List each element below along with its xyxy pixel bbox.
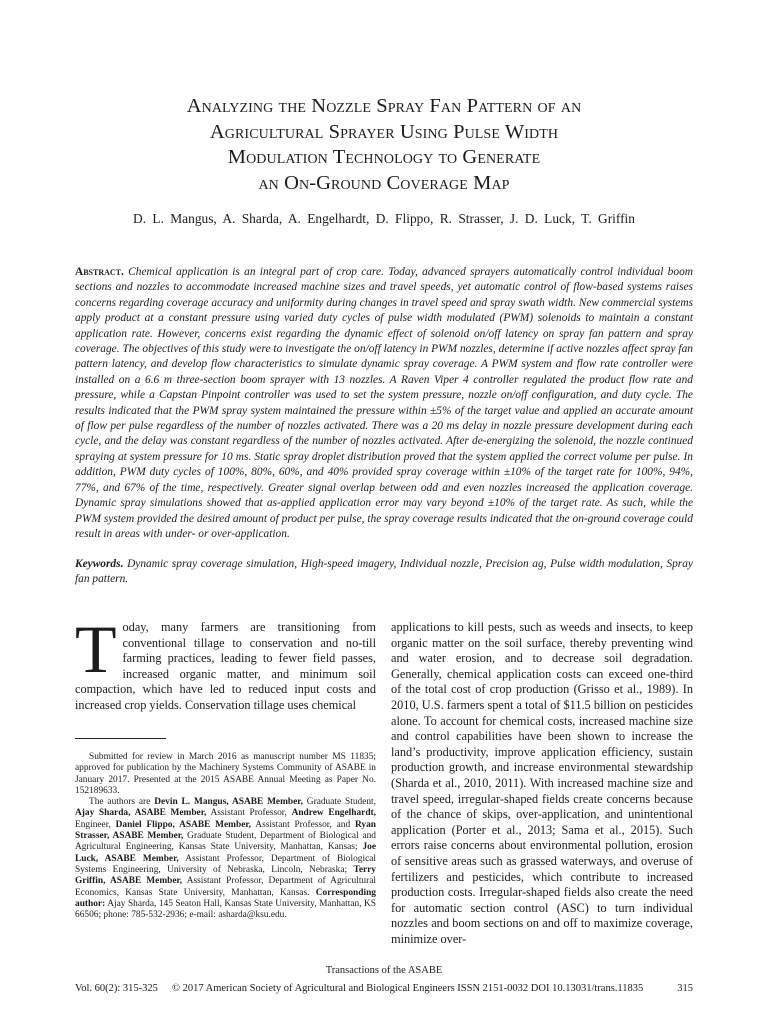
footnote-author-2-role: Assistant Professor, bbox=[210, 808, 287, 819]
footnote bbox=[75, 752, 376, 921]
footnote-author-6-role: Assistant Professor, Department of Biological Systems Engineering, University of Nebraska, Lincoln, Nebraska; bbox=[75, 853, 376, 875]
abstract-label: Abstract. bbox=[75, 266, 124, 278]
abstract-text: Chemical application is an integral part of crop care. Today, advanced sprayers automatically control individual boom sections and nozzles to accommodate increased machine sizes and travel speeds, yet automatic control of flow-based systems raises concerns regarding coverage accuracy and uniformity during changes in travel speed and spray swath width. New commercial systems apply product at a constant pressure using varied duty cycles of pulse width modulated (PWM) solenoids to maintain a constant application rate. However, concerns exist regarding the dynamic effect of solenoid on/off latency on spray fan pattern and spray coverage. The objectives of this study were to investigate the on/off latency in PWM nozzles, determine if active nozzles affect spray fan pattern latency, and develop flow characteristics to simulate dynamic spray coverage. A PWM system and flow rate controller were installed on a 6.6 m three-section boom sprayer with 13 nozzles. A Raven Viper 4 controller regulated the product flow rate and pressure, while a Capstan Pinpoint controller was used to set the system pressure, nozzle on/off configuration, and duty cycle. The results indicated that the PWM spray system maintained the pressure within ±5% of the target value and applied an accurate amount of flow per pulse regardless of the number of nozzles activated. There was a 20 ms delay in nozzle pressure development during each cycle, and the delay was constant regardless of the number of nozzles activated. After de-energizing the solenoid, the nozzle continued spraying at system pressure for 10 ms. Static spray droplet distribution proved that the system applied the correct volume per pulse. In addition, PWM duty cycles of 100%, 80%, 60%, and 40% provided spray coverage within ±10% of the target rate for 100%, 94%, 77%, and 67% of the time, respectively. Greater signal overlap between odd and even nozzles increased the application coverage. Dynamic spray simulations showed that as-applied application error may vary beyond ±10% of the target rate. As such, while the PWM system provided the desired amount of product per pulse, the spray coverage results indicated that the on-ground coverage could result in areas with under- or over-application. bbox=[75, 266, 693, 540]
left-column bbox=[75, 611, 376, 714]
footnote-authors bbox=[75, 797, 376, 921]
footnote-author-7: Terry Griffin, ASABE Member, bbox=[75, 864, 376, 887]
paper-title bbox=[60, 94, 708, 196]
footnote-author-2: Ajay Sharda, ASABE Member, bbox=[75, 808, 207, 819]
footnote-author-3: Andrew Engelhardt, bbox=[291, 808, 376, 819]
footnote-author-7-role: Assistant Professor, Department of Agricultural Economics, Kansas State University, Manhattan, Kansas. bbox=[75, 876, 377, 898]
keywords-label: Keywords. bbox=[75, 558, 124, 570]
right-column bbox=[391, 620, 693, 947]
drop-cap: T bbox=[75, 611, 117, 687]
keywords bbox=[75, 557, 693, 588]
footnote-submission: Submitted for review in March 2016 as manuscript number MS 11835; approved for publication by the Machinery Systems Community of ASABE in January 2017. Presented at the 2015 ASABE Annual Meeting as Paper No. 152189633. bbox=[75, 752, 376, 796]
abstract bbox=[75, 265, 693, 542]
footnote-author-6: Joe Luck, ASABE Member, bbox=[75, 842, 376, 864]
footnote-corresponding-label: Corresponding author: bbox=[75, 887, 376, 909]
copyright-info: © 2017 American Society of Agricultural and Biological Engineers ISSN 2151-0032 DOI 10.13031/trans.11835 bbox=[172, 983, 644, 994]
title-line-4: an On-Ground Coverage Map bbox=[258, 171, 510, 194]
intro-text-left: oday, many farmers are transitioning from conventional tillage to conservation and no-till farming practices, leading to fewer field passes, increased organic matter, and minimum soil compaction, which have led to reduced input costs and increased crop yields. Conservation tillage uses chemical bbox=[75, 620, 376, 712]
keywords-text: Dynamic spray coverage simulation, High-speed imagery, Individual nozzle, Precision ag, Pulse width modulation, Spray fan pattern. bbox=[75, 558, 693, 586]
footnote-author-5: Ryan Strasser, ASABE Member, bbox=[75, 819, 377, 842]
footnote-author-4: Daniel Flippo, ASABE Member, bbox=[115, 819, 252, 830]
journal-name: Transactions of the ASABE bbox=[325, 965, 443, 976]
footnote-authors-intro: The authors are bbox=[89, 797, 151, 808]
footnote-author-1: Devin L. Mangus, ASABE Member, bbox=[154, 797, 303, 808]
footnote-corresponding-text: Ajay Sharda, 145 Seaton Hall, Kansas State University, Manhattan, KS 66506; phone: 785-532-2936; e-mail: asharda@ksu.edu. bbox=[75, 898, 377, 921]
footnote-divider bbox=[75, 738, 166, 739]
footnote-author-5-role: Graduate Student, Department of Biological and Agricultural Engineering, Kansas State University, Manhattan, Kansas; bbox=[75, 831, 376, 853]
page-number: 315 bbox=[677, 983, 693, 994]
title-line-3: Modulation Technology to Generate bbox=[227, 146, 541, 168]
footnote-author-4-role: Assistant Professor, and bbox=[255, 819, 351, 830]
intro-paragraph-right: applications to kill pests, such as weeds and insects, to keep organic matter on the soil surface, thereby preventing wind and water erosion, and to decrease soil degradation. Generally, chemical application costs can exceed one-third of the total cost of crop production (Grisso et al., 1989). In 2010, U.S. farmers spent a total of $11.5 billion on pesticides alone. To account for chemical costs, increased machine size and control capabilities have been shown to increase the land’s productivity, improve application efficiency, sustain production growth, and increase environmental stewardship (Sharda et al., 2010, 2011). With increased machine size and travel speed, irregular-shaped fields create concerns because of the chance of skips, over-application, and unintentional application (Porter et al., 2013; Sama et al., 2015). Such errors raise concerns about environmental pollution, erosion of sensitive areas such as grassed waterways, and overuse of fertilizers and pesticides, which contribute to increased production costs. Irregular-shaped fields also create the need for automatic section control (ASC) to turn individual nozzles and boom sections on and off to maximize coverage, minimize over- bbox=[391, 620, 693, 946]
volume-info: Vol. 60(2): 315-325 bbox=[75, 983, 158, 994]
footnote-author-3-role: Engineer, bbox=[75, 819, 111, 830]
title-line-2: Agricultural Sprayer Using Pulse Width bbox=[209, 120, 559, 143]
title-line-1: Analyzing the Nozzle Spray Fan Pattern of an bbox=[186, 95, 582, 117]
intro-paragraph-left bbox=[75, 611, 376, 714]
footnote-author-1-role: Graduate Student, bbox=[306, 797, 377, 808]
author-list: D. L. Mangus, A. Sharda, A. Engelhardt, D. Flippo, R. Strasser, J. D. Luck, T. Griffin bbox=[133, 211, 635, 226]
